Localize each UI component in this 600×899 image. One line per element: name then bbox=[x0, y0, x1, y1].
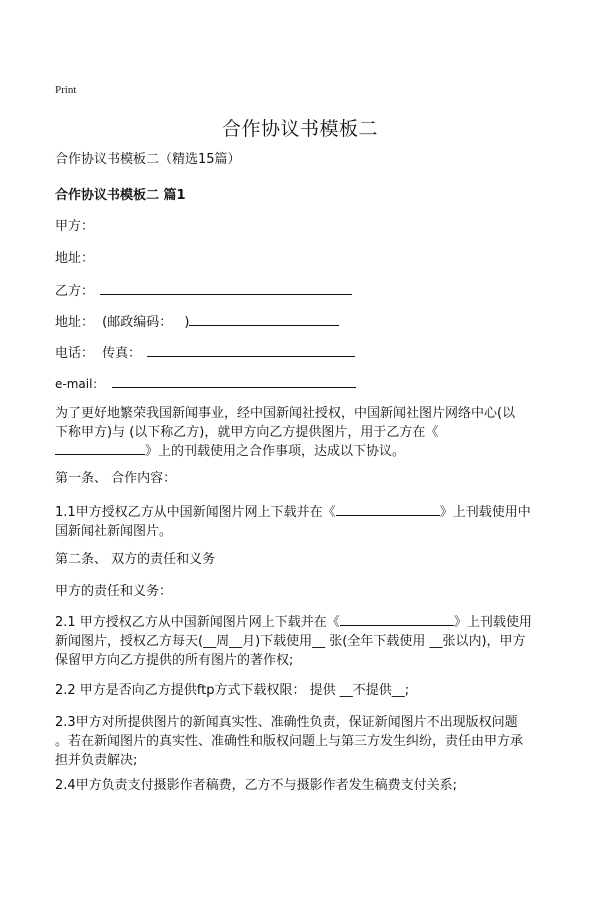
email-row bbox=[55, 375, 356, 392]
address-row-2 bbox=[55, 313, 339, 331]
clause-2-1-line-3: 保留甲方向乙方提供的所有图片的著作权; bbox=[55, 653, 294, 668]
clause-2-2: 2.2 甲方是否向乙方提供ftp方式下载权限： 提供 __不提供__; bbox=[55, 683, 410, 698]
clause-1-1-line-1 bbox=[55, 503, 550, 522]
party-b-blank bbox=[100, 282, 352, 295]
clause-1-1-blank bbox=[336, 503, 440, 516]
intro-paragraph bbox=[55, 404, 550, 461]
party-a-duties-heading: 甲方的责任和义务： bbox=[55, 584, 173, 599]
address-label-2: 地址： bbox=[55, 315, 95, 330]
clause-2-1-line-1 bbox=[55, 613, 550, 632]
section-heading: 合作协议书模板二 篇1 bbox=[55, 188, 186, 203]
party-b-row bbox=[55, 282, 352, 300]
clause-2-3-line-2: 。若在新闻图片的真实性、准确性和版权问题上与第三方发生纠纷，责任由甲方承 bbox=[55, 734, 524, 749]
intro-line-1: 为了更好地繁荣我国新闻事业，经中国新闻社授权，中国新闻社图片网络中心(以 bbox=[55, 406, 516, 421]
clause-2-1-part-1: 2.1 甲方授权乙方从中国新闻图片网上下载并在《 bbox=[55, 615, 340, 630]
clause-1-1-line-2: 国新闻社新闻图片。 bbox=[55, 524, 173, 539]
clause-1-1-part-2: 》上刊载使用中 bbox=[439, 505, 531, 520]
article-1-heading: 第一条、 合作内容： bbox=[55, 471, 177, 486]
intro-publication-blank bbox=[55, 442, 145, 455]
clause-2-1-part-2: 》上刊载使用 bbox=[453, 615, 532, 630]
clause-2-1 bbox=[55, 613, 550, 670]
clause-2-1-line-2: 新闻图片，授权乙方每天(__周__月)下载使用__ 张(全年下载使用 __张以内)，甲方 bbox=[55, 634, 526, 649]
clause-1-1 bbox=[55, 503, 550, 541]
email-blank bbox=[112, 375, 356, 388]
postcode-blank bbox=[189, 313, 339, 326]
fax-blank bbox=[147, 344, 355, 357]
party-a-label: 甲方： bbox=[55, 219, 95, 234]
document-subtitle: 合作协议书模板二（精选15篇） bbox=[55, 152, 241, 167]
fax-label: 传真： bbox=[102, 346, 142, 361]
intro-line-3 bbox=[55, 442, 550, 461]
document-title: 合作协议书模板二 bbox=[221, 118, 378, 140]
intro-line-2: 下称甲方)与 (以下称乙方)，就甲方向乙方提供图片，用于乙方在《 bbox=[55, 425, 439, 440]
postcode-label: (邮政编码： bbox=[102, 315, 173, 330]
clause-2-4: 2.4甲方负责支付摄影作者稿费，乙方不与摄影作者发生稿费支付关系; bbox=[55, 778, 458, 793]
postcode-close: ) bbox=[184, 315, 190, 330]
phone-row bbox=[55, 344, 355, 362]
article-2-heading: 第二条、 双方的责任和义务 bbox=[55, 552, 216, 567]
clause-2-3-line-1: 2.3甲方对所提供图片的新闻真实性、准确性负责，保证新闻图片不出现版权问题 bbox=[55, 715, 518, 730]
address-label-1: 地址： bbox=[55, 251, 95, 266]
clause-2-3 bbox=[55, 713, 550, 770]
phone-label: 电话： bbox=[55, 346, 95, 361]
clause-1-1-part-1: 1.1甲方授权乙方从中国新闻图片网上下载并在《 bbox=[55, 505, 336, 520]
intro-line-3-text: 》上的刊载使用之合作事项，达成以下协议。 bbox=[145, 444, 406, 459]
clause-2-1-blank bbox=[340, 613, 454, 626]
party-b-label: 乙方： bbox=[55, 284, 95, 299]
clause-2-3-line-3: 担并负责解决; bbox=[55, 753, 138, 768]
email-label: e-mail： bbox=[55, 377, 105, 391]
print-label: Print bbox=[55, 84, 77, 96]
